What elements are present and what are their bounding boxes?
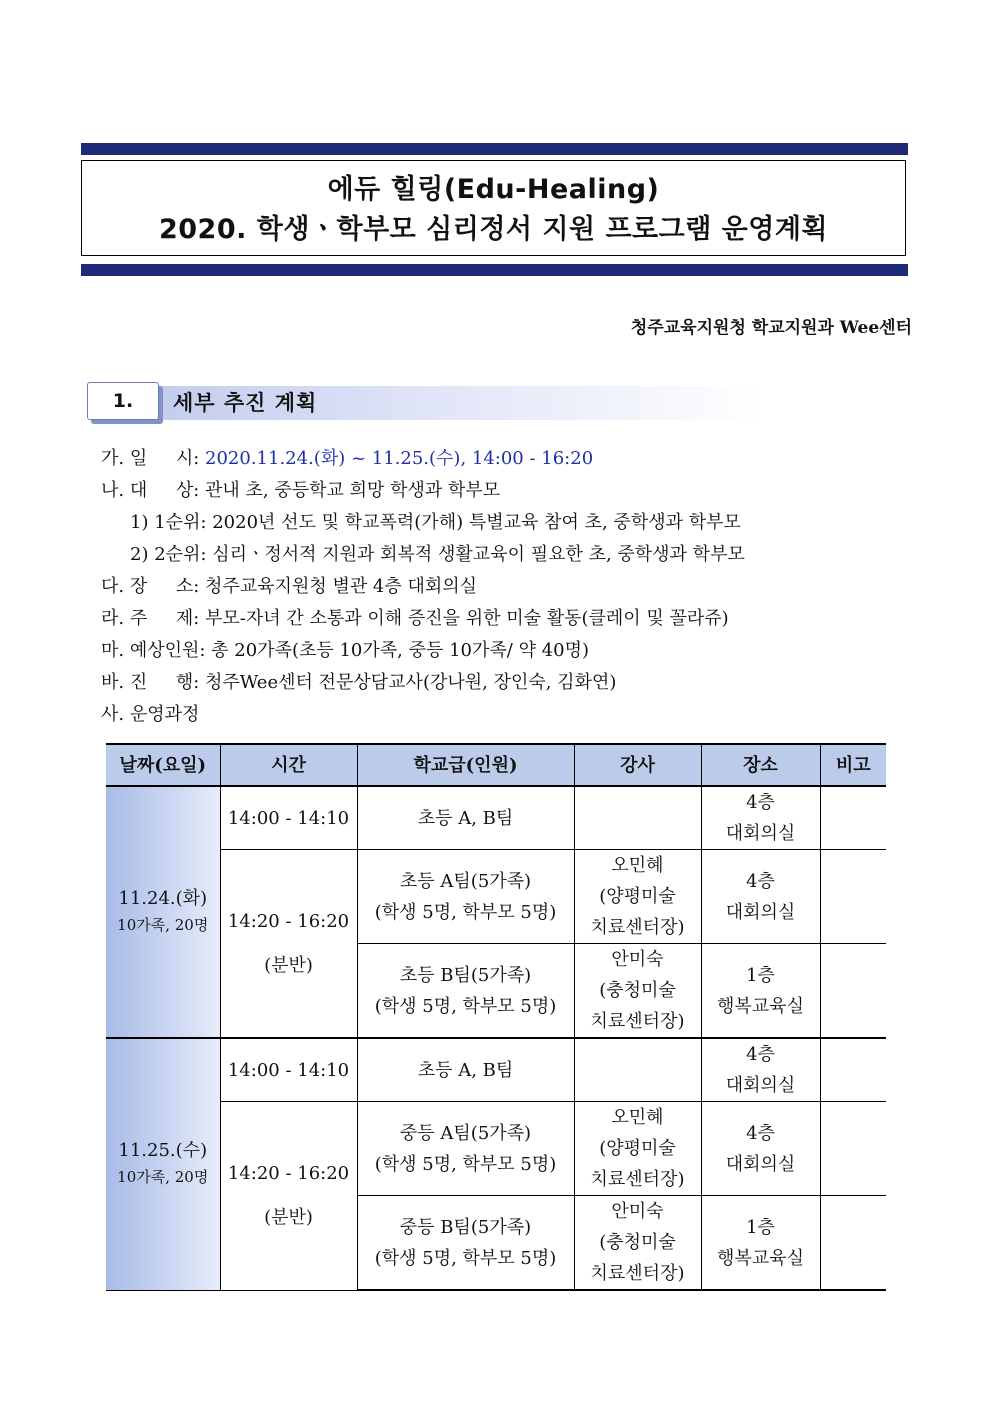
table-row xyxy=(106,1102,886,1196)
title-line-2: 2020. 학생ㆍ학부모 심리정서 지원 프로그램 운영계획 xyxy=(158,214,829,245)
header-instructor: 강사 xyxy=(574,744,701,786)
title-box xyxy=(81,160,906,256)
day2-families: 10가족, 20명 xyxy=(117,1168,209,1187)
item-date xyxy=(101,446,593,472)
day1-families: 10가족, 20명 xyxy=(117,916,209,934)
day2-r3-note xyxy=(820,1196,886,1291)
item-priority-1: 1) 1순위: 2020년 선도 및 학교폭력(가해) 특별교육 참여 초, 중학생과 학부모 xyxy=(130,512,741,533)
title-line-1: 에듀 힐링(Edu-Healing) xyxy=(327,174,660,205)
day1-time2-split: (분반) xyxy=(264,954,313,976)
instructor-name: 안미숙 xyxy=(611,949,664,970)
day1-r2-place xyxy=(701,850,820,944)
group-members: (학생 5명, 학부모 5명) xyxy=(374,995,557,1017)
day2-time2: 14:20 - 16:20 xyxy=(227,1162,350,1184)
day1-r3-instructor xyxy=(574,944,701,1039)
day1-r3-place xyxy=(701,944,820,1039)
day2-r3-instructor xyxy=(574,1196,701,1291)
header-time: 시간 xyxy=(220,744,357,786)
place-room: 대회의실 xyxy=(725,1075,796,1096)
instructor-name: 오민혜 xyxy=(611,855,664,876)
item-target: 나. 대 상: 관내 초, 중등학교 희망 학생과 학부모 xyxy=(101,480,501,501)
title-top-bar xyxy=(81,143,908,155)
instructor-org: (양평미술 xyxy=(599,886,676,907)
group-name: 중등 A팀(5가족) xyxy=(399,1122,532,1144)
day2-r2-instructor xyxy=(574,1102,701,1196)
instructor-org: (충청미술 xyxy=(599,1232,676,1253)
day2-r1-place xyxy=(701,1038,820,1102)
day2-r2-place xyxy=(701,1102,820,1196)
place-room: 대회의실 xyxy=(725,1153,796,1175)
header-place: 장소 xyxy=(701,744,820,786)
place-room: 행복교육실 xyxy=(717,995,804,1017)
item-course: 사. 운영과정 xyxy=(101,704,200,725)
instructor-title: 치료센터장) xyxy=(590,917,685,938)
place-room: 대회의실 xyxy=(725,901,796,923)
day1-r2-note xyxy=(820,850,886,944)
place-floor: 4층 xyxy=(746,870,775,892)
place-room: 행복교육실 xyxy=(717,1247,804,1269)
day1-date-cell xyxy=(106,786,220,1038)
title-bottom-bar xyxy=(81,264,908,276)
item-date-value: 2020.11.24.(화) ~ 11.25.(수), 14:00 - 16:20 xyxy=(205,448,594,469)
day2-time2-split: (분반) xyxy=(264,1206,313,1228)
section-title: 세부 추진 계획 xyxy=(173,391,318,415)
instructor-title: 치료센터장) xyxy=(590,1011,685,1032)
place-floor: 1층 xyxy=(746,1216,775,1238)
item-progress: 바. 진 행: 청주Wee센터 전문상담교사(강나원, 장인숙, 김화연) xyxy=(101,672,617,693)
day1-date: 11.24.(화) xyxy=(118,888,208,909)
item-date-label: 가. 일 시: xyxy=(101,448,206,469)
day1-r2-group xyxy=(357,850,574,944)
item-theme: 라. 주 제: 부모-자녀 간 소통과 이해 증진을 위한 미술 활동(클레이 및 꼴라쥬) xyxy=(101,608,729,629)
department-label: 청주교육지원청 학교지원과 Wee센터 xyxy=(630,318,912,338)
day1-r1-group: 초등 A, B팀 xyxy=(357,786,574,850)
day2-r3-group xyxy=(357,1196,574,1291)
day2-r1-time: 14:00 - 14:10 xyxy=(220,1038,357,1102)
place-room: 대회의실 xyxy=(725,823,796,844)
day1-r1-time: 14:00 - 14:10 xyxy=(220,786,357,850)
day2-time2-cell xyxy=(220,1102,357,1291)
day1-time2: 14:20 - 16:20 xyxy=(227,910,350,932)
day2-r3-place xyxy=(701,1196,820,1291)
table-header-row xyxy=(106,744,886,786)
day2-date-cell xyxy=(106,1038,220,1290)
group-name: 중등 B팀(5가족) xyxy=(399,1216,532,1238)
table-row xyxy=(106,850,886,944)
day2-r1-group: 초등 A, B팀 xyxy=(357,1038,574,1102)
instructor-org: (양평미술 xyxy=(599,1138,676,1159)
day1-r1-note xyxy=(820,786,886,850)
table-row xyxy=(106,1038,886,1102)
day1-r1-place xyxy=(701,786,820,850)
header-school-level: 학교급(인원) xyxy=(357,744,574,786)
group-name: 초등 B팀(5가족) xyxy=(399,964,532,986)
day2-r1-instructor xyxy=(574,1038,701,1102)
group-name: 초등 A팀(5가족) xyxy=(399,870,532,892)
day1-r1-instructor xyxy=(574,786,701,850)
instructor-name: 오민혜 xyxy=(611,1107,664,1128)
group-members: (학생 5명, 학부모 5명) xyxy=(374,901,557,923)
item-place: 다. 장 소: 청주교육지원청 별관 4층 대회의실 xyxy=(101,576,478,597)
instructor-title: 치료센터장) xyxy=(590,1263,685,1284)
day2-date: 11.25.(수) xyxy=(118,1140,208,1162)
day2-r1-note xyxy=(820,1038,886,1102)
day1-r3-note xyxy=(820,944,886,1039)
day1-time2-cell xyxy=(220,850,357,1039)
item-participants: 마. 예상인원: 총 20가족(초등 10가족, 중등 10가족/ 약 40명) xyxy=(101,640,589,661)
place-floor: 4층 xyxy=(746,1122,775,1144)
instructor-title: 치료센터장) xyxy=(590,1169,685,1190)
place-floor: 4층 xyxy=(746,792,775,813)
schedule-table xyxy=(106,743,886,1291)
section-header xyxy=(81,380,761,426)
day1-r2-instructor xyxy=(574,850,701,944)
instructor-org: (충청미술 xyxy=(599,980,676,1001)
place-floor: 1층 xyxy=(746,964,775,986)
table-row xyxy=(106,786,886,850)
group-members: (학생 5명, 학부모 5명) xyxy=(374,1247,557,1269)
header-date: 날짜(요일) xyxy=(106,744,220,786)
place-floor: 4층 xyxy=(746,1044,775,1065)
section-number: 1. xyxy=(87,382,159,420)
header-note: 비고 xyxy=(820,744,886,786)
item-priority-2: 2) 2순위: 심리ㆍ정서적 지원과 회복적 생활교육이 필요한 초, 중학생과 학부모 xyxy=(130,544,745,565)
group-members: (학생 5명, 학부모 5명) xyxy=(374,1153,557,1175)
day2-r2-note xyxy=(820,1102,886,1196)
day2-r2-group xyxy=(357,1102,574,1196)
day1-r3-group xyxy=(357,944,574,1039)
instructor-name: 안미숙 xyxy=(611,1201,664,1222)
